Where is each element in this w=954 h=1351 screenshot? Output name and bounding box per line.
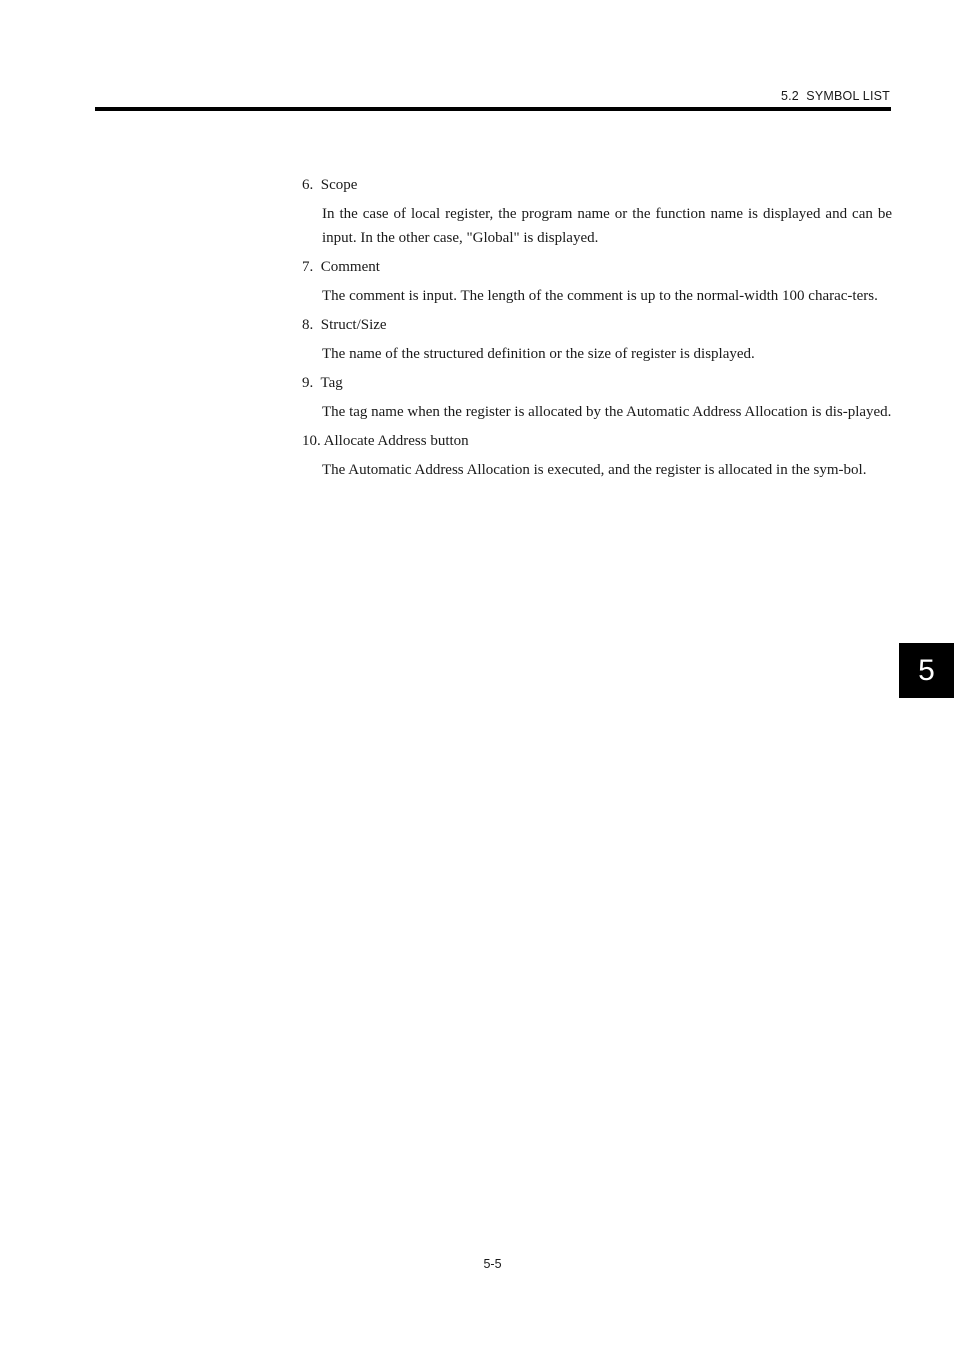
item-heading: 10. Allocate Address button <box>302 433 469 449</box>
item-heading: 9. Tag <box>302 375 343 391</box>
item-description: The Automatic Address Allocation is executed, and the register is allocated in the sym-bol. <box>322 462 867 478</box>
item-heading: 7. Comment <box>302 259 380 275</box>
page-number: 5-5 <box>483 1257 502 1271</box>
item-description: The comment is input. The length of the comment is up to the normal-width 100 charac-ters. <box>322 288 878 304</box>
list-item-comment <box>302 255 892 308</box>
list-item-allocate-address-button <box>302 429 892 482</box>
chapter-tab: 5 <box>899 643 954 698</box>
item-description: In the case of local register, the program name or the function name is displayed and can be input. In the other case, "Global" is displayed. <box>322 206 892 246</box>
list-item-scope <box>302 173 892 250</box>
item-list <box>302 173 892 487</box>
list-item-tag <box>302 371 892 424</box>
item-heading: 6. Scope <box>302 177 358 193</box>
item-description: The name of the structured definition or the size of register is displayed. <box>322 346 755 362</box>
item-description: The tag name when the register is allocated by the Automatic Address Allocation is dis-played. <box>322 404 892 420</box>
list-item-struct-size <box>302 313 892 366</box>
header-rule <box>95 107 891 111</box>
item-heading: 8. Struct/Size <box>302 317 387 333</box>
running-head: 5.2 SYMBOL LIST <box>780 89 890 103</box>
